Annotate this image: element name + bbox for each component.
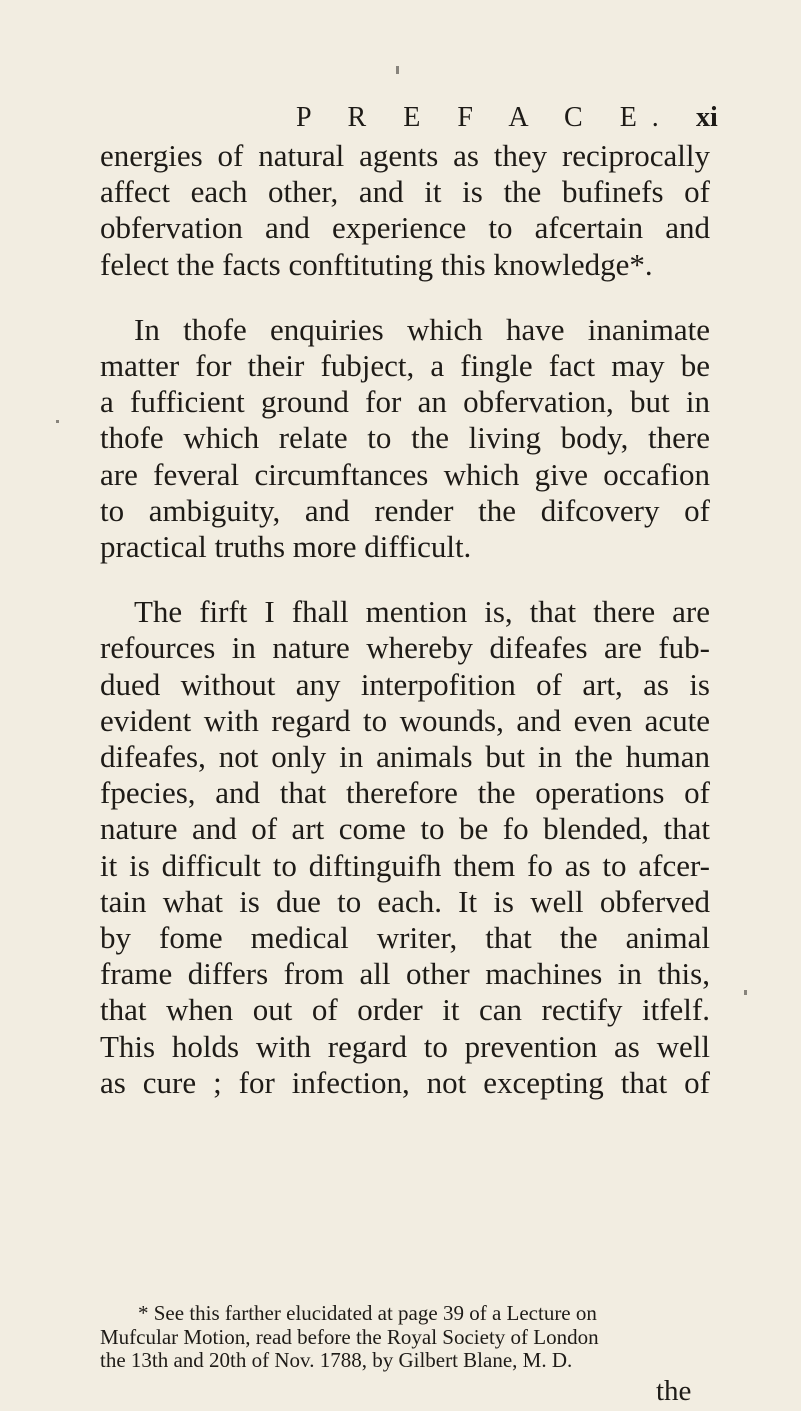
text-line: by fome medical writer, that the animal xyxy=(100,920,710,956)
text-line: dued without any interpofition of art, as is xyxy=(100,666,710,702)
text-line: The firft I fhall mention is, that there are xyxy=(134,594,710,630)
text-line: matter for their fubject, a fingle fact may be xyxy=(100,348,710,384)
text-line: fpecies, and that therefore the operations of xyxy=(100,775,710,811)
footnote-line: * See this farther elucidated at page 39 of a Lecture on xyxy=(138,1301,597,1325)
text-line: energies of natural agents as they reciprocally xyxy=(100,138,710,173)
text-line: affect each other, and it is the bufinefs of xyxy=(100,174,710,210)
text-line: tain what is due to each. It is well obferved xyxy=(100,883,710,919)
text-line: frame differs from all other machines in this, xyxy=(100,956,710,992)
ink-speck xyxy=(56,420,59,423)
text-line: it is difficult to diftinguifh them fo as to afcer- xyxy=(100,847,710,883)
paragraph-2 xyxy=(100,312,710,565)
text-line: In thofe enquiries which have inanimate xyxy=(134,311,710,347)
text-line: refources in nature whereby difeafes are fub- xyxy=(100,630,710,666)
header-title: P R E F A C E. xyxy=(296,102,674,133)
page-number: xi xyxy=(696,102,718,133)
catchword: the xyxy=(656,1375,692,1407)
text-line: nature and of art come to be fo blended, that xyxy=(100,811,710,847)
ink-speck xyxy=(396,66,399,74)
paragraph-1 xyxy=(100,138,710,283)
text-line: to ambiguity, and render the difcovery of xyxy=(100,492,710,528)
body-text xyxy=(100,138,710,1101)
footnote xyxy=(100,1302,710,1373)
text-line: This holds with regard to prevention as well xyxy=(100,1028,710,1064)
ink-speck xyxy=(744,990,747,995)
footnote-line: Mufcular Motion, read before the Royal Society of London xyxy=(100,1324,599,1349)
text-line: are feveral circumftances which give occafion xyxy=(100,456,710,492)
text-line: thofe which relate to the living body, there xyxy=(100,420,710,456)
running-header xyxy=(0,98,801,138)
text-line: practical truths more difficult. xyxy=(100,529,472,565)
footnote-line: the 13th and 20th of Nov. 1788, by Gilbert Blane, M. D. xyxy=(100,1348,573,1372)
text-line: felect the facts conftituting this knowledge*. xyxy=(100,246,653,282)
text-line: a fufficient ground for an obfervation, but in xyxy=(100,384,710,420)
paragraph-3 xyxy=(100,594,710,1101)
text-line: evident with regard to wounds, and even acute xyxy=(100,702,710,738)
text-line: difeafes, not only in animals but in the human xyxy=(100,739,710,775)
text-line: as cure ; for infection, not excepting that of xyxy=(100,1064,710,1100)
text-line: that when out of order it can rectify itfelf. xyxy=(100,992,710,1028)
text-line: obfervation and experience to afcertain and xyxy=(100,210,710,246)
